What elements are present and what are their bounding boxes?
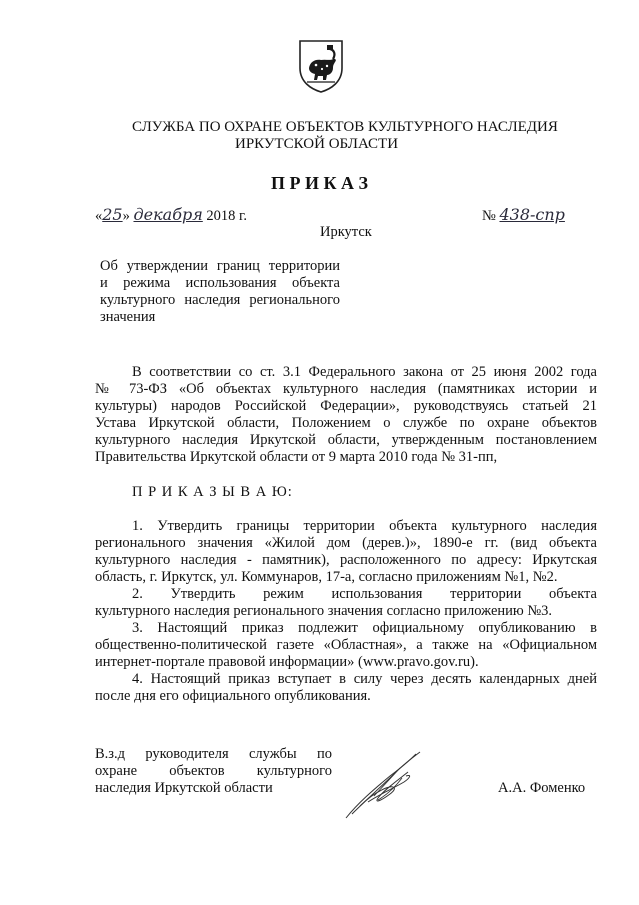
item-2-line-1: 2. Утвердить режим использования территории объекта xyxy=(132,586,597,602)
organization-name-line1: СЛУЖБА ПО ОХРАНЕ ОБЪЕКТОВ КУЛЬТУРНОГО НАСЛЕДИЯ xyxy=(132,119,558,135)
item-1-line-1: 1. Утвердить границы территории объекта культурного наследия xyxy=(132,518,597,534)
order-word-heading: П Р И К А З Ы В А Ю: xyxy=(132,484,293,500)
item-1-line-4: область, г. Иркутск, ул. Коммунаров, 17-а, согласно приложениям №1, №2. xyxy=(95,569,558,585)
item-3-line-3: интернет-портале правовой информации» (www.pravo.gov.ru). xyxy=(95,654,479,670)
emblem-shield-icon xyxy=(297,38,345,94)
preamble-line-5: культурного наследия Иркутской области, утвержденным постановлением xyxy=(95,432,597,448)
handwritten-signature xyxy=(338,748,438,823)
subject-line-1: Об утверждении границ территории xyxy=(100,258,340,274)
item-2-line-2: культурного наследия регионального значения согласно приложению №3. xyxy=(95,603,553,619)
date-month-handwritten: декабря xyxy=(133,205,203,224)
preamble-line-3: культуры) народов Российской Федерации», руководствуясь статьей 21 xyxy=(95,398,597,414)
date-day-handwritten: 25 xyxy=(102,205,123,224)
item-3-line-1: 3. Настоящий приказ подлежит официальному опубликованию в xyxy=(132,620,597,636)
signatory-name: А.А. Фоменко xyxy=(498,780,586,796)
signature-title-line-1: В.з.д руководителя службы по xyxy=(95,746,332,762)
date-year: 2018 г. xyxy=(206,208,247,224)
subject-line-2: и режима использования объекта xyxy=(100,275,340,291)
city-name: Иркутск xyxy=(320,224,372,240)
item-4-line-2: после дня его официального опубликования. xyxy=(95,688,371,704)
item-1-line-2: регионального значения «Жилой дом (дерев.)», 1890-е гг. (вид объекта xyxy=(95,535,597,551)
item-4-line-1: 4. Настоящий приказ вступает в силу через десять календарных дней xyxy=(132,671,597,687)
document-type-title: П Р И К А З xyxy=(271,173,369,193)
order-number xyxy=(482,206,565,225)
order-date xyxy=(95,206,247,225)
preamble-line-4: Устава Иркутской области, Положением о службе по охране объектов xyxy=(95,415,597,431)
coat-of-arms-emblem xyxy=(297,38,345,94)
date-prefix: « xyxy=(95,208,103,224)
preamble-line-6: Правительства Иркутской области от 9 марта 2010 года № 31-пп, xyxy=(95,449,498,465)
signature-scribble-icon xyxy=(338,748,438,823)
number-value-handwritten: 438-спр xyxy=(499,205,565,224)
preamble-line-1: В соответствии со ст. 3.1 Федерального закона от 25 июня 2002 года xyxy=(132,364,597,380)
signature-title-line-3: наследия Иркутской области xyxy=(95,780,273,796)
item-1-line-3: культурного наследия - памятник), расположенного по адресу: Иркутская xyxy=(95,552,597,568)
preamble-line-2: № 73-ФЗ «Об объектах культурного наследия (памятниках истории и xyxy=(95,381,597,397)
date-mid: » xyxy=(122,208,130,224)
organization-name-line2: ИРКУТСКОЙ ОБЛАСТИ xyxy=(235,136,399,152)
subject-line-3: культурного наследия регионального xyxy=(100,292,340,308)
item-3-line-2: общественно-политической газете «Областная», а также на «Официальном xyxy=(95,637,597,653)
number-prefix: № xyxy=(482,208,496,224)
signature-title-line-2: охране объектов культурного xyxy=(95,763,332,779)
subject-line-4: значения xyxy=(100,309,156,325)
